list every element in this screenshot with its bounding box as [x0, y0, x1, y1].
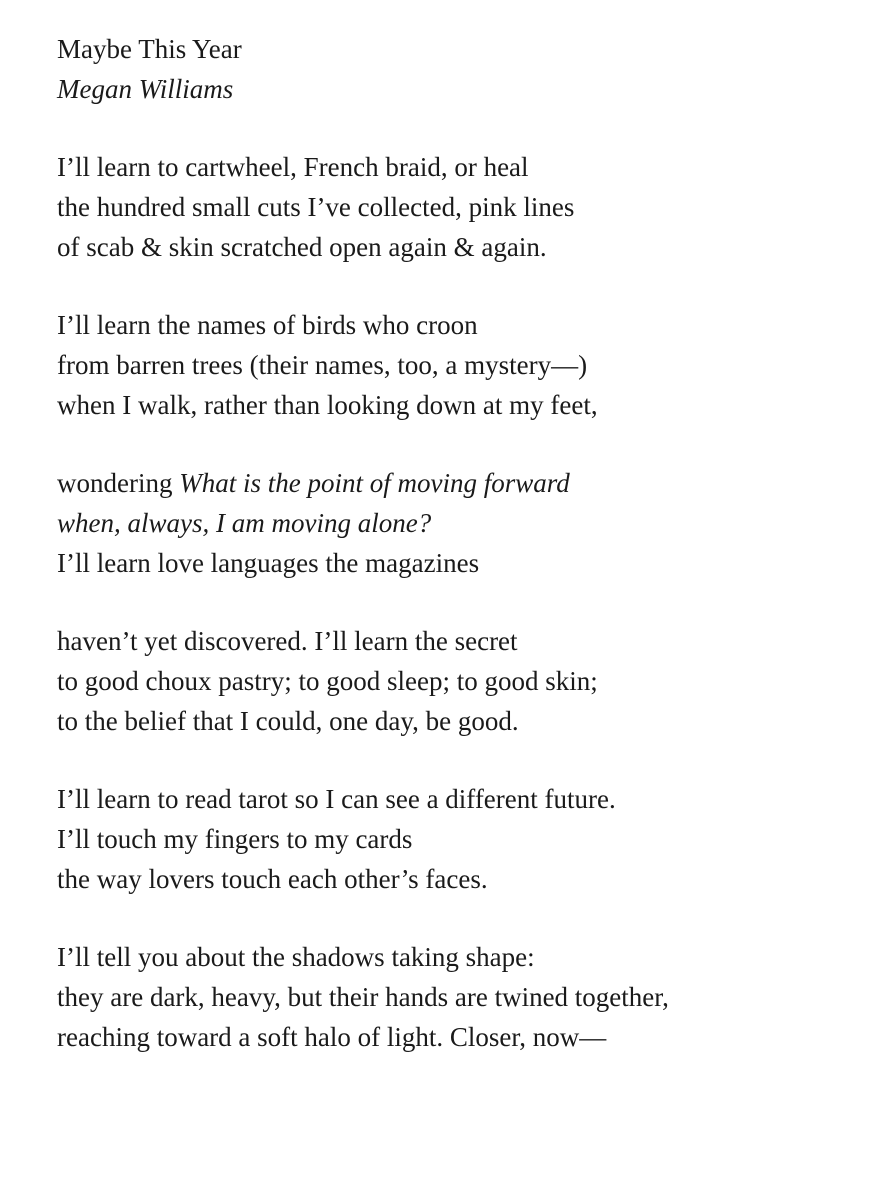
poem-line: I’ll tell you about the shadows taking shape:: [57, 942, 535, 972]
poem-title: Maybe This Year: [57, 34, 242, 64]
stanza-5: [57, 779, 857, 899]
line-italic-text: What is the point of moving forward: [179, 468, 570, 498]
poem-line: I’ll touch my fingers to my cards: [57, 824, 413, 854]
stanza-gap: [57, 741, 857, 779]
poem-line: from barren trees (their names, too, a mystery—): [57, 350, 588, 380]
stanza-gap: [57, 899, 857, 937]
poem-line: haven’t yet discovered. I’ll learn the secret: [57, 626, 518, 656]
stanza-gap: [57, 267, 857, 305]
poem-line: I’ll learn love languages the magazines: [57, 548, 480, 578]
line-roman-text: wondering: [57, 468, 180, 498]
poem-line: to good choux pastry; to good sleep; to good skin;: [57, 666, 598, 696]
poem-line: I’ll learn to cartwheel, French braid, or heal: [57, 152, 529, 182]
poem-line: they are dark, heavy, but their hands are twined together,: [57, 982, 669, 1012]
poem-line: the way lovers touch each other’s faces.: [57, 864, 488, 894]
poem-line: reaching toward a soft halo of light. Closer, now—: [57, 1022, 607, 1052]
poem-line: when, always, I am moving alone?: [57, 508, 432, 538]
poem-line: I’ll learn the names of birds who croon: [57, 310, 478, 340]
stanza-gap: [57, 583, 857, 621]
stanza-2: [57, 305, 857, 425]
poem-line: when I walk, rather than looking down at my feet,: [57, 390, 598, 420]
poem-line: [57, 463, 857, 503]
stanza-4: [57, 621, 857, 741]
stanza-3: [57, 463, 857, 583]
poem-line: to the belief that I could, one day, be good.: [57, 706, 519, 736]
stanza-6: [57, 937, 857, 1057]
poem: [57, 29, 857, 1057]
poem-author: Megan Williams: [57, 74, 234, 104]
poem-line: I’ll learn to read tarot so I can see a different future.: [57, 784, 616, 814]
poem-line: of scab & skin scratched open again & again.: [57, 232, 547, 262]
poem-line: the hundred small cuts I’ve collected, pink lines: [57, 192, 575, 222]
stanza-1: [57, 147, 857, 267]
stanza-gap: [57, 425, 857, 463]
stanza-gap: [57, 109, 857, 147]
